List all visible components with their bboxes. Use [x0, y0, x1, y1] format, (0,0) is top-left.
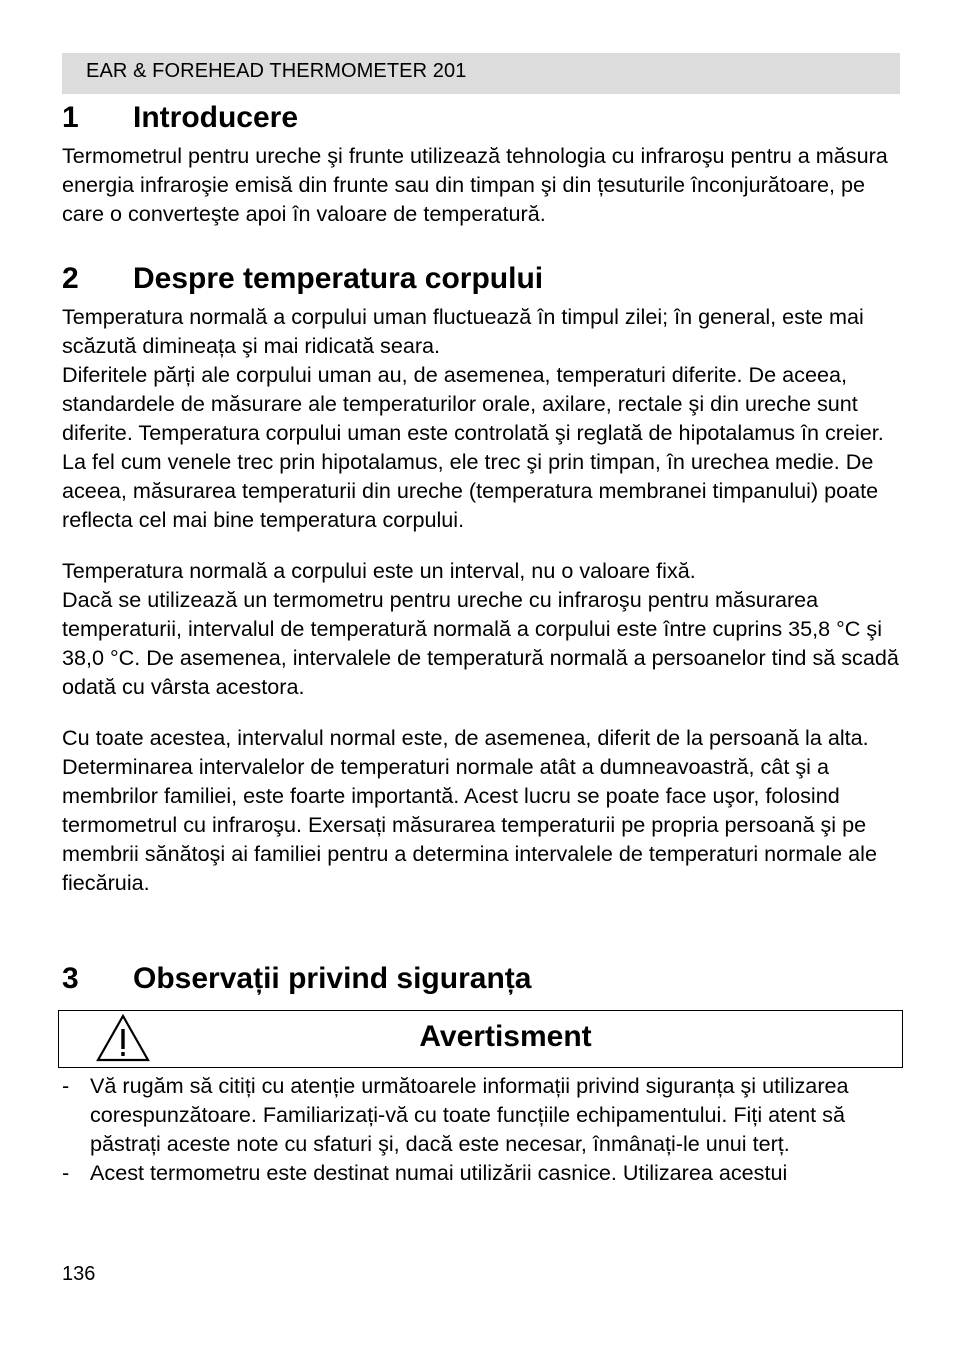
list-item [62, 1071, 902, 1158]
list-item-text: Vă rugăm să citiți cu atenție următoarele informații privind siguranța şi utilizarea corespunzătoare. Familiarizați-vă cu toate funcțiile echipamentului. Fiți atent să păstrați aceste note cu sfaturi şi, dacă este necesar, înmânați-le unui terț. [90, 1073, 849, 1156]
section-title: Introducere [133, 101, 299, 134]
section-number: 3 [62, 962, 79, 995]
paragraph: Termometrul pentru ureche şi frunte utilizează tehnologia cu infraroşu pentru a măsura energia infraroşie emisă din frunte sau din timpan şi din țesuturile înconjurătoare, pe care o converteşte apoi în valoare de temperatură. [62, 143, 888, 226]
paragraph: Diferitele părți ale corpului uman au, de asemenea, temperaturi diferite. De aceea, standardele de măsurare ale temperaturilor orale, axilare, rectale şi din ureche sunt diferite. Temperatura corpului uman este controlată şi reglată de hipotalamus în creier. La fel cum venele trec prin hipotalamus, ele trec şi prin timpan, în urechea medie. De aceea, măsurarea temperaturii din ureche (temperatura membranei timpanului) poate reflecta cel mai bine temperatura corpului. [62, 362, 884, 532]
bullet-dash: - [62, 1073, 70, 1098]
page-number: 136 [62, 1263, 96, 1285]
running-header-title: EAR & FOREHEAD THERMOMETER 201 [86, 60, 467, 82]
section-number: 1 [62, 101, 79, 134]
paragraph: Temperatura normală a corpului uman fluctuează în timpul zilei; în general, este mai scăzută dimineața şi mai ridicată seara. [62, 304, 864, 358]
section-title: Despre temperatura corpului [133, 262, 544, 295]
list-item [62, 1158, 902, 1187]
section-heading [62, 261, 902, 297]
section-heading [62, 961, 902, 997]
section-observatii-siguranta [62, 961, 902, 997]
section-title: Observații privind siguranța [133, 962, 532, 995]
paragraph: Temperatura normală a corpului este un interval, nu o valoare fixă. [62, 558, 696, 583]
running-header [62, 53, 900, 94]
section-heading [62, 100, 902, 136]
section-despre-temperatura [62, 261, 902, 897]
section-number: 2 [62, 262, 79, 295]
section-introducere [62, 100, 902, 228]
bullet-dash: - [62, 1160, 70, 1185]
paragraph: Cu toate acestea, intervalul normal este, de asemenea, diferit de la persoană la alta. Determinarea intervalelor de temperaturi normale atât a dumneavoastră, cât şi a membrilor familiei, este foarte importantă. Acest lucru se poate face uşor, folosind termometrul cu infraroşu. Exersați măsurarea temperaturii pe propria persoană şi pe membrii sănătoşi ai familiei pentru a determina intervalele de temperaturi normale ale fiecăruia. [62, 725, 877, 895]
warning-title: Avertisment [419, 1020, 592, 1053]
list-item-text: Acest termometru este destinat numai utilizării casnice. Utilizarea acestui [90, 1160, 788, 1185]
warning-box [58, 1010, 903, 1068]
paragraph: Dacă se utilizează un termometru pentru ureche cu infraroşu pentru măsurarea temperaturii, intervalul de temperatură normală a corpului este între cuprins 35,8 °C şi 38,0 °C. De asemenea, intervalele de temperatură normală a persoanelor tind să scadă odată cu vârsta acestora. [62, 587, 899, 699]
safety-list [62, 1071, 902, 1187]
